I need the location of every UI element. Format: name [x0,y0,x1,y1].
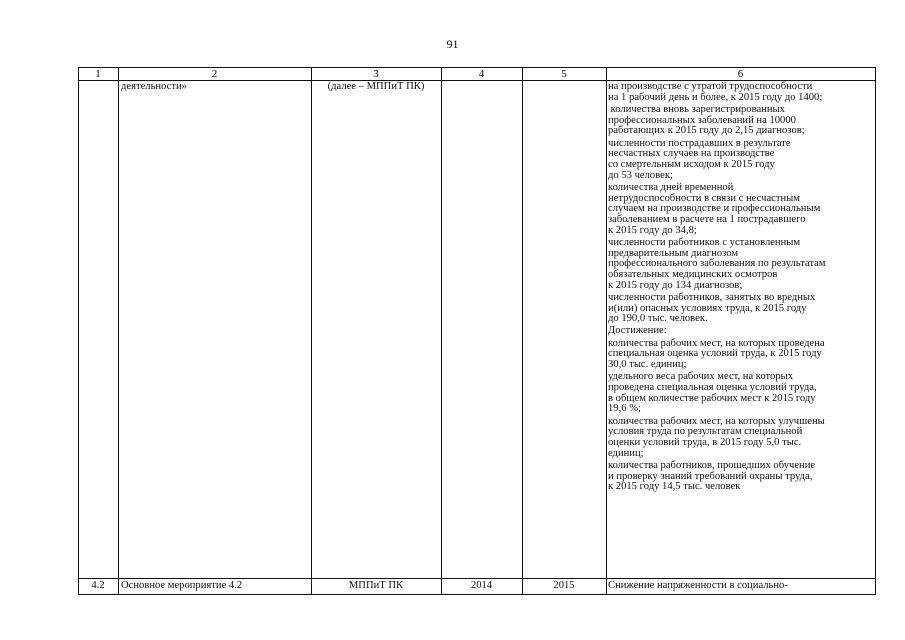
result-text-line: профессиональных заболеваний на 10000 [608,114,796,126]
result-text-line: работающих к 2015 году до 2,15 диагнозов; [608,125,805,137]
result-text-line: и(или) опасных условиях труда, к 2015 году [608,302,807,314]
column-divider [522,67,523,595]
cell-activity-name-cont: деятельности» [121,81,187,92]
result-text-line: до 53 человек; [608,169,673,181]
result-text-line: оценки условий труда, в 2015 году 5,0 тыс. [608,437,802,448]
table-border-left [78,67,79,595]
table-border-bottom [78,594,876,595]
result-text-line: предварительным диагнозом [608,247,739,259]
cell-item-number: 4.2 [91,580,105,591]
result-text-line: единиц; [608,447,644,459]
result-text-line: проведена специальная оценка условий труда, [608,381,817,393]
header-col-5: 5 [561,68,567,80]
result-text-line: 19,6 %; [608,403,641,415]
result-text-line: количества дней временной [608,181,734,193]
result-text-line: к 2015 году до 34,8; [608,224,697,236]
result-text-line: численности работников, занятых во вредных [608,291,816,303]
table-border-right [875,67,876,595]
program-table [78,67,876,595]
result-text-line: и проверку знаний требований охраны труда, [608,470,813,482]
page-number: 91 [446,37,459,51]
cell-activity-name: Основное мероприятие 4.2 [121,580,243,591]
cell-executor-cont: (далее – МППиТ ПК) [327,81,425,92]
header-col-1: 1 [95,68,101,80]
result-text-line: профессионального заболевания по результатам [608,258,826,270]
result-text-line: к 2015 году 14,5 тыс. человек [608,481,741,493]
result-text-line: количества вновь зарегистрированных [608,103,785,115]
result-text-line: удельного веса рабочих мест, на которых [608,371,794,383]
result-text-line: несчастных случаев на производстве [608,148,775,160]
result-text-line: со смертельным исходом к 2015 году [608,158,775,170]
column-divider [311,67,312,595]
header-col-4: 4 [478,68,485,80]
result-text-line: численности пострадавших в результате [608,137,791,149]
cell-start-year: 2014 [470,580,493,591]
result-text-line: количества рабочих мест, на которых проведена [608,337,825,349]
result-text-line: случаем на производстве и профессиональным [608,203,821,215]
result-text-line: к 2015 году до 134 диагнозов; [608,279,743,291]
cell-result: Снижение напряженности в социально- [608,580,788,591]
result-text-line: количества рабочих мест, на которых улучшены [608,415,825,427]
result-text-line: заболеванием в расчете на 1 пострадавшего [608,213,806,225]
cell-expected-results [608,82,826,493]
result-text-line: обязательных медицинских осмотров [608,268,778,280]
result-text-line: 30,0 тыс. единиц; [608,359,687,371]
cell-executor: МППиТ ПК [348,580,404,591]
result-text-line: количества работников, прошедших обучение [608,459,816,471]
column-divider [441,67,442,595]
header-col-2: 2 [211,68,218,80]
header-col-3: 3 [373,68,379,80]
cell-end-year: 2015 [553,580,575,591]
result-text-line: до 190,0 тыс. человек. [608,313,708,325]
result-text-line: нетрудоспособности в связи с несчастным [608,192,800,204]
result-text-line: условия труда по результатам специальной [608,426,803,438]
result-text-line: Достижение: [608,325,667,337]
header-col-6: 6 [737,68,744,80]
result-text-line: специальная оценка условий труда, к 2015 году [608,348,822,360]
result-text-line: численности работников с установленным [608,236,801,248]
row-divider [78,578,876,579]
result-text-line: на 1 рабочий день и более, к 2015 году до 1400; [608,91,823,103]
result-text-line: на производстве с утратой трудоспособности [608,81,813,92]
column-divider [606,67,607,595]
result-text-line: в общем количестве рабочих мест к 2015 году [608,392,816,404]
column-divider [118,67,119,595]
